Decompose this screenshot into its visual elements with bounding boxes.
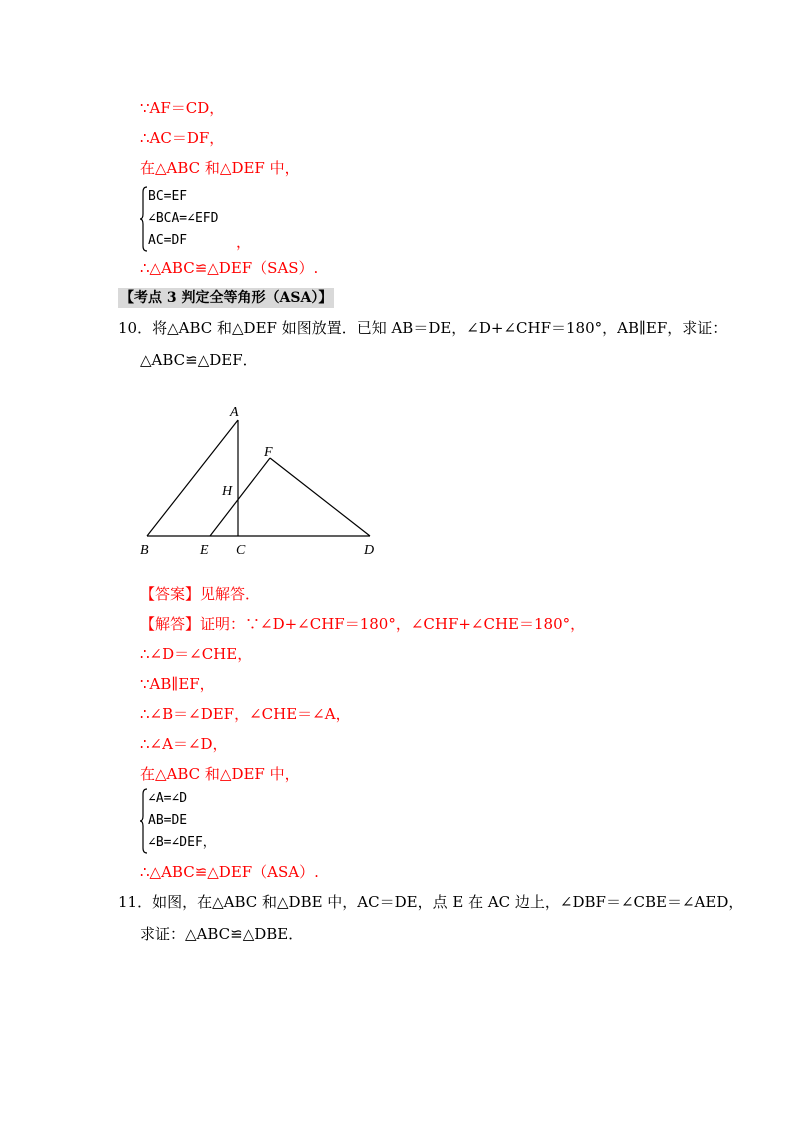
answer10-answer: 【答案】见解答． [140, 585, 261, 603]
label-f: F [264, 445, 273, 460]
answer10-step5: 在△ABC 和△DEF 中， [140, 765, 300, 783]
proof9-system [140, 186, 300, 252]
label-a: A [230, 405, 239, 420]
answer10-step2: ∵AB∥EF， [140, 675, 215, 693]
proof9-line3: 在△ABC 和△DEF 中， [140, 159, 300, 177]
answer10-step4: ∴∠A＝∠D， [140, 735, 228, 753]
label-h: H [222, 484, 233, 499]
proof9-conclusion: ∴△ABC≌△DEF（SAS）. [140, 259, 319, 277]
system-row: BC=EF [148, 189, 188, 204]
system-row: ∠BCA=∠EFD [148, 211, 219, 226]
q10-line1: 10．将△ABC 和△DEF 如图放置．已知 AB＝DE，∠D+∠CHF＝180°，AB∥EF，求证： [118, 319, 728, 337]
system-row: AC=DF [148, 233, 188, 248]
label-c: C [236, 543, 246, 558]
label-e: E [200, 543, 209, 558]
system-row: ∠A=∠D [148, 791, 188, 806]
q11-line1: 11．如图，在△ABC 和△DBE 中，AC＝DE，点 E 在 AC 边上，∠DBF＝∠CBE＝∠AED， [118, 893, 744, 911]
q11-line2: 求证：△ABC≌△DBE． [140, 925, 304, 943]
answer10-system [140, 788, 320, 854]
answer10-solution: 【解答】证明：∵∠D+∠CHF＝180°，∠CHF+∠CHE＝180°， [140, 615, 586, 633]
section-heading: 【考点 3 判定全等角形（ASA）】 [120, 290, 333, 306]
segment-ef [210, 458, 270, 536]
proof9-system-comma: ， [236, 233, 252, 251]
segment-ab [147, 420, 238, 536]
label-d: D [364, 543, 375, 558]
geometry-figure [130, 400, 390, 560]
label-b: B [140, 543, 149, 558]
proof9-line2: ∴AC＝DF， [140, 129, 225, 147]
left-brace-icon [140, 186, 148, 252]
q10-line2: △ABC≌△DEF． [140, 351, 258, 369]
proof9-line1: ∵AF＝CD， [140, 99, 225, 117]
system-row: AB=DE [148, 813, 188, 828]
answer10-step1: ∴∠D＝∠CHE， [140, 645, 253, 663]
system-row: ∠B=∠DEF， [148, 835, 216, 850]
left-brace-icon [140, 788, 148, 854]
answer10-conclusion: ∴△ABC≌△DEF（ASA）. [140, 863, 319, 881]
segment-fd [270, 458, 370, 536]
answer10-step3: ∴∠B＝∠DEF，∠CHE＝∠A， [140, 705, 351, 723]
